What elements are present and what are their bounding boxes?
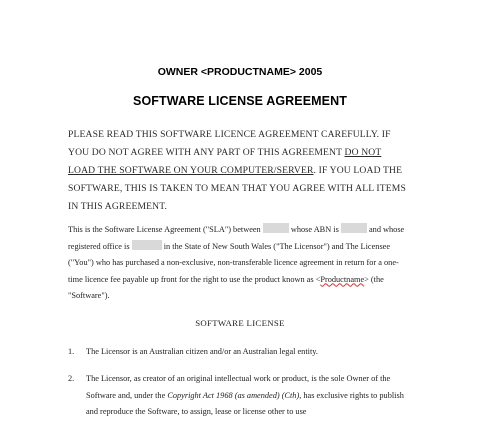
intro-text-4: in the State of New South Wales ("The Licensor") and The Licensee ("You") who has purchased a non-exclusive, non-transferable licence agreement in return for a one-time licence fee payable up front for the right to use the product known as < bbox=[68, 241, 399, 284]
warning-underlined-text: DO NOT LOAD THE SOFTWARE ON YOUR COMPUTER/SERVER bbox=[68, 147, 382, 176]
list-item-number: 1. bbox=[68, 347, 75, 356]
abn-blank bbox=[341, 223, 367, 233]
warning-paragraph bbox=[68, 126, 408, 216]
list-item-number: 2. bbox=[68, 374, 75, 383]
list-item-text bbox=[86, 371, 416, 421]
intro-text-6: > (the "Software"). bbox=[68, 274, 384, 300]
intro-paragraph bbox=[68, 222, 413, 305]
owner-product-line: OWNER <PRODUCTNAME> 2005 bbox=[157, 66, 323, 78]
warning-text-2: . IF YOU LOAD THE SOFTWARE, THIS IS TAKEN TO MEAN THAT YOU AGREE WITH ALL ITEMS IN THIS AGREEMENT. bbox=[68, 165, 406, 212]
office-address-blank bbox=[132, 240, 162, 250]
warning-text-1: PLEASE READ THIS SOFTWARE LICENCE AGREEMENT CAREFULLY. IF YOU DO NOT AGREE WITH ANY PART OF THIS AGREEMENT bbox=[68, 129, 391, 158]
intro-text-3: and whose registered office is bbox=[68, 225, 405, 251]
document-title: SOFTWARE LICENSE AGREEMENT bbox=[133, 94, 347, 108]
section-heading: SOFTWARE LICENSE bbox=[195, 318, 285, 328]
licensor-name-blank bbox=[263, 223, 289, 233]
list-item-text: The Licensor is an Australian citizen and/or an Australian legal entity. bbox=[86, 347, 318, 356]
intro-text-2: whose ABN is bbox=[290, 225, 339, 234]
act-citation: Copyright Act 1968 (as amended) (Cth) bbox=[167, 390, 300, 400]
intro-text-1: This is the Software License Agreement ("SLA") between bbox=[68, 225, 261, 234]
productname-placeholder: Productname bbox=[320, 274, 365, 284]
list-item-text-b: , has exclusive rights to publish and reproduce the Software, to assign, lease or license other to use bbox=[86, 390, 404, 416]
list-item-text-a: The Licensor, as creator of an original intellectual work or product, is the sole Owner of the Software and, under the bbox=[86, 374, 391, 400]
